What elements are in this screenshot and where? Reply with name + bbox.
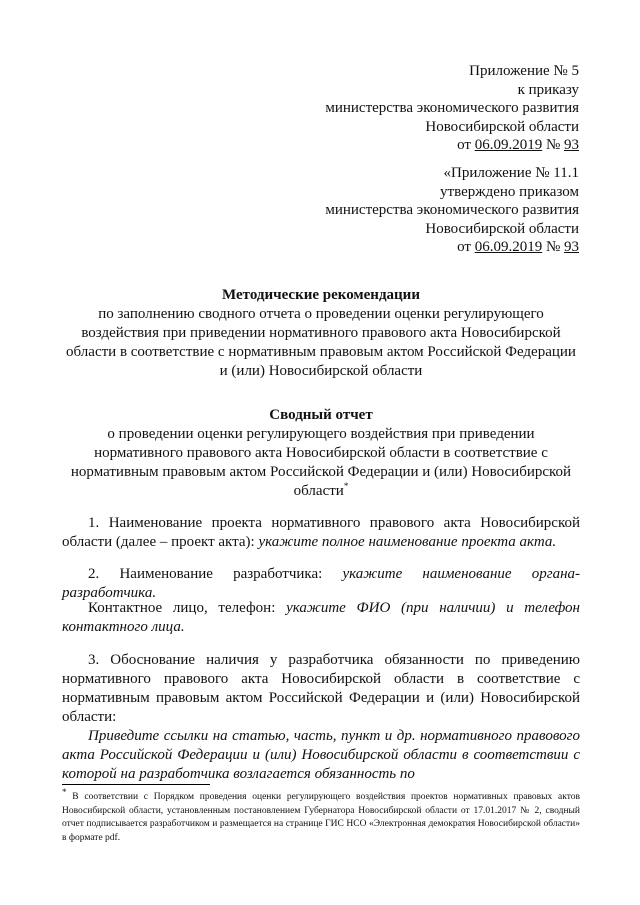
- guidelines-title: Методические рекомендации: [222, 287, 420, 303]
- guidelines-subtitle-line: области в соответствие с нормативным правовым актом Российской Федерации: [66, 344, 576, 360]
- footnote-text: В соответствии с Порядком проведения оценки регулирующего воздействия проектов нормативных правовых актов Новосибирской области, установленным постановлением Губернатора Новосибирской области от 17.01.2017 № 2, сводный отчет подписывается разработчиком и размещается на странице ГИС НСО «Электронная демократия Новосибирской области» в формате pdf.: [62, 792, 581, 843]
- item-hint: укажите полное наименование проекта акта.: [258, 534, 557, 550]
- footnote-mark: *: [62, 786, 67, 797]
- item-number: 2.: [88, 566, 100, 582]
- annex-ministry: министерства экономического развития: [325, 100, 579, 116]
- annex-number-sign: №: [545, 239, 561, 255]
- footnote-marker: *: [343, 481, 349, 491]
- item-number: 1.: [88, 515, 100, 531]
- guidelines-subtitle-line: воздействия при приведении нормативного правового акта Новосибирской: [81, 325, 561, 341]
- contact-label: Контактное лицо, телефон:: [88, 600, 276, 616]
- annex-number-sign: №: [545, 137, 561, 153]
- annex-from: от: [457, 137, 471, 153]
- guidelines-subtitle-line: по заполнению сводного отчета о проведении оценки регулирующего: [98, 306, 544, 322]
- item-text: Обоснование наличия у разработчика обязанности по приведению нормативного правового акта Новосибирской области в соответствие с нормативным правовым актом Российской Федерации и (или) Новосибирской области:: [62, 652, 581, 725]
- item-2: [62, 565, 580, 603]
- annex-date-line: [325, 238, 579, 257]
- annex-date: 06.09.2019: [474, 239, 543, 255]
- annex-number: 93: [564, 137, 579, 153]
- report-subtitle-line: нормативного правового акта Новосибирской области в соответствие с: [94, 445, 548, 461]
- item-1: [62, 514, 580, 552]
- guidelines-subtitle-line: и (или) Новосибирской области: [219, 363, 423, 379]
- item-number: 3.: [88, 652, 100, 668]
- annex-order-ref: к приказу: [517, 81, 579, 98]
- annex-date-line: [325, 136, 579, 155]
- item-3: [62, 651, 580, 727]
- footnote-divider: [62, 784, 210, 785]
- item-2-contact: [62, 599, 580, 637]
- report-subtitle-line: области*: [293, 481, 349, 499]
- report-title: Сводный отчет: [269, 407, 373, 423]
- annex-number: 93: [564, 239, 579, 255]
- item-3-hint: Приведите ссылки на статью, часть, пункт и др. нормативного правового акта Российской Федерации и (или) Новосибирской области в соответствии с которой на разработчика возлагается обязанность по: [62, 728, 580, 782]
- annex-date: 06.09.2019: [474, 137, 543, 153]
- report-subtitle-line: о проведении оценки регулирующего воздействия при приведении: [107, 426, 535, 442]
- contact-hint: укажите ФИО (при наличии) и телефон контактного лица.: [62, 600, 580, 635]
- annex-ministry: министерства экономического развития: [325, 202, 579, 218]
- guidelines-heading: [62, 286, 580, 381]
- annex-title: Приложение № 5: [469, 63, 579, 79]
- annex-approved: утверждено приказом: [440, 183, 579, 200]
- annex-header-secondary: [325, 164, 579, 257]
- annex-region: Новосибирской области: [425, 118, 579, 135]
- footnote: [62, 786, 581, 845]
- report-subtitle-line: нормативным правовым актом Российской Федерации и (или) Новосибирской: [70, 464, 572, 480]
- item-text: Наименование разработчика:: [119, 566, 323, 582]
- item-text: Наименование проекта нормативного правового акта Новосибирской области (далее – проект акта):: [62, 515, 580, 550]
- annex-from: от: [457, 239, 471, 255]
- annex-header-primary: [325, 62, 579, 155]
- report-heading: [62, 406, 580, 501]
- annex-region: Новосибирской области: [425, 220, 579, 237]
- annex-title: «Приложение № 11.1: [443, 165, 579, 181]
- item-hint: укажите наименование органа-разработчика.: [62, 566, 581, 601]
